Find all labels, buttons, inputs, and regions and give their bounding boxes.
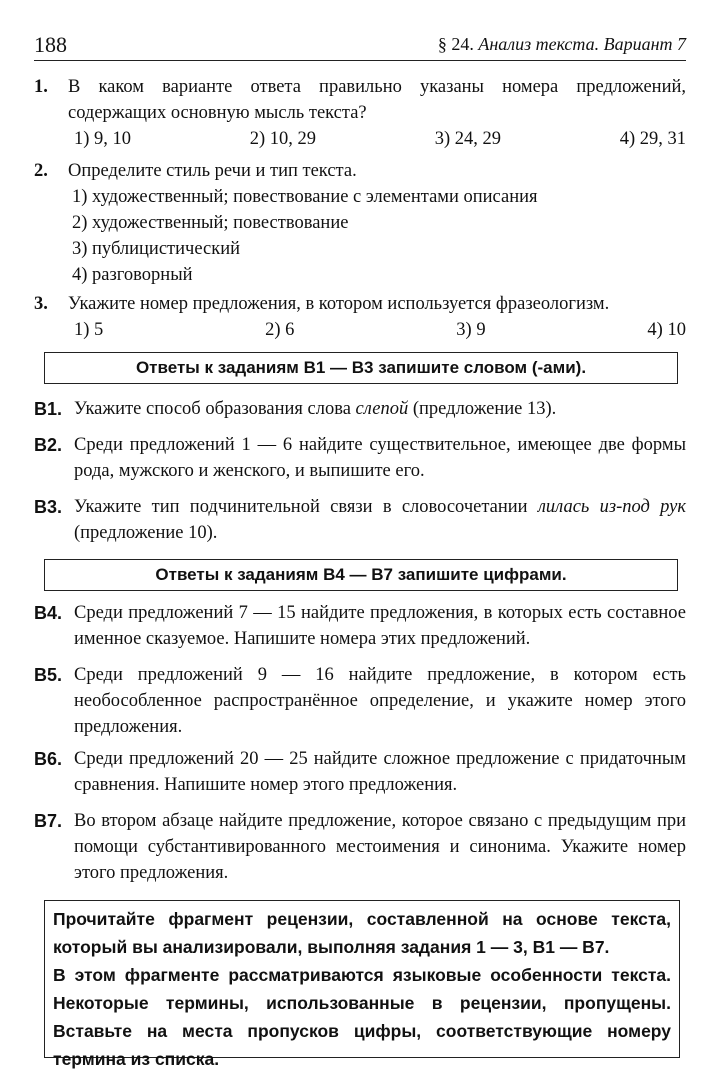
question-text: Укажите номер предложения, в котором используется фразеологизм.: [68, 294, 610, 314]
answer-option: 2) 10, 29: [249, 129, 317, 149]
question-text: В каком варианте ответа правильно указаны номера предложений, содержащих основную мысль текста?: [68, 77, 686, 123]
answer-option: 2) художественный; повествование: [72, 213, 349, 233]
task-number: В5.: [34, 665, 63, 685]
task-b3: [34, 494, 686, 546]
answer-options: [74, 317, 686, 343]
task-text: Во втором абзаце найдите предложение, которое связано с предыдущим при помощи субстантивированного местоимения и синонима. Укажите номер этого предложения.: [74, 811, 686, 883]
answer-options: [74, 126, 686, 152]
answer-option: 3) 24, 29: [434, 129, 502, 149]
running-head: [438, 34, 686, 55]
task-number: В2.: [34, 435, 63, 455]
question-number: 2.: [34, 161, 48, 181]
task-b6: [34, 746, 686, 798]
answer-option: 1) 9, 10: [74, 129, 132, 149]
answer-option: 1) художественный; повествование с элементами описания: [72, 187, 538, 207]
question-number: 1.: [34, 77, 48, 97]
answer-option: 2) 6: [265, 320, 295, 340]
review-instruction-box: [44, 900, 680, 1069]
section-title: Анализ текста. Вариант 7: [478, 34, 686, 54]
task-b1: [34, 396, 686, 422]
question-1: [34, 74, 686, 152]
task-text-end: (предложение 10).: [74, 523, 218, 543]
page-number: 188: [34, 32, 67, 57]
review-instruction-line: В этом фрагменте рассматриваются языковые особенности текста. Некоторые термины, использованные в рецензии, пропущены. Вставьте на места пропусков цифры, соответствующие номеру термина из списка.: [53, 965, 671, 1069]
question-number: 3.: [34, 294, 48, 314]
task-text: Среди предложений 1 — 6 найдите существительное, имеющее две формы рода, мужского и женского, и выпишите его.: [74, 435, 686, 481]
task-text-start: Укажите способ образования слова: [74, 399, 356, 419]
task-text-start: Укажите тип подчинительной связи в словосочетании: [74, 497, 538, 517]
section-number: § 24.: [437, 34, 474, 54]
instruction-box-b1-b3: Ответы к заданиям В1 — В3 запишите словом (-ами).: [44, 352, 678, 384]
task-b5: [34, 662, 686, 740]
task-text: Среди предложений 7 — 15 найдите предложения, в которых есть составное именное сказуемое. Напишите номера этих предложений.: [74, 603, 686, 649]
question-2: [34, 158, 686, 288]
question-3: [34, 291, 686, 343]
answer-option: 3) публицистический: [72, 239, 240, 259]
task-phrase: лилась из-под рук: [537, 497, 686, 517]
task-number: В7.: [34, 811, 63, 831]
task-b2: [34, 432, 686, 484]
task-text: [74, 494, 686, 546]
page-header: [34, 30, 686, 61]
question-text: Определите стиль речи и тип текста.: [68, 161, 357, 181]
task-text: Среди предложений 9 — 16 найдите предложение, в котором есть необособленное распространённое определение, и укажите номер этого предложения.: [74, 665, 686, 737]
task-text: [74, 396, 686, 422]
task-number: В4.: [34, 603, 63, 623]
answer-option: 1) 5: [74, 320, 104, 340]
answer-option: 4) 10: [647, 320, 686, 340]
answer-option: 4) разговорный: [72, 265, 193, 285]
task-number: В6.: [34, 749, 63, 769]
answer-option: 3) 9: [456, 320, 486, 340]
instruction-box-b4-b7: Ответы к заданиям В4 — В7 запишите цифрами.: [44, 559, 678, 591]
task-text: Среди предложений 20 — 25 найдите сложное предложение с придаточным сравнения. Напишите номер этого предложения.: [74, 749, 686, 795]
task-number: В3.: [34, 497, 63, 517]
task-text-end: (предложение 13).: [408, 399, 557, 419]
task-b4: [34, 600, 686, 652]
answer-option: 4) 29, 31: [619, 129, 686, 149]
task-b7: [34, 808, 686, 886]
task-number: В1.: [34, 399, 63, 419]
review-instruction-line: Прочитайте фрагмент рецензии, составленной на основе текста, который вы анализировали, выполняя задания 1 — 3, В1 — В7.: [53, 909, 671, 957]
task-word: слепой: [355, 399, 409, 419]
